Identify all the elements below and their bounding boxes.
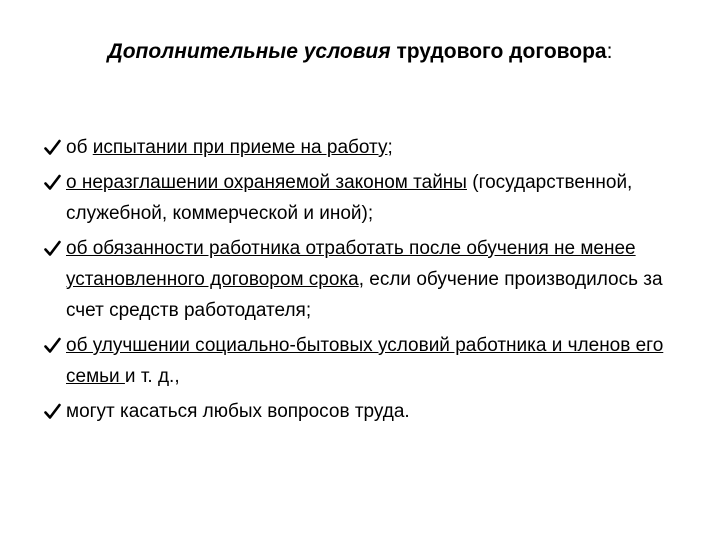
title-bold-part: трудового договора bbox=[390, 40, 607, 63]
title-italic-part: Дополнительные условия bbox=[107, 40, 391, 63]
item-suffix: и т. д., bbox=[124, 366, 180, 387]
list-item bbox=[44, 132, 694, 163]
checkmark-icon bbox=[44, 139, 61, 156]
title-colon: : bbox=[606, 40, 613, 63]
item-suffix: ; bbox=[387, 137, 393, 158]
item-suffix: , если обучение производилось за счет средств работодателя; bbox=[66, 269, 663, 321]
list-item bbox=[44, 233, 694, 326]
checkmark-icon bbox=[44, 240, 61, 257]
conditions-list bbox=[44, 132, 694, 431]
checkmark-icon bbox=[44, 403, 61, 420]
list-item bbox=[44, 396, 694, 427]
item-underlined: об обязанности работника отработать после обучения не менее установленного договором срока bbox=[66, 238, 636, 290]
slide-title bbox=[0, 38, 720, 66]
checkmark-icon bbox=[44, 337, 61, 354]
item-suffix: (государственной, служебной, коммерческой и иной); bbox=[66, 172, 633, 224]
item-underlined: испытании при приеме на работу bbox=[92, 137, 388, 158]
item-prefix: могут касаться любых вопросов труда. bbox=[66, 401, 410, 422]
item-prefix: об bbox=[66, 137, 93, 158]
list-item bbox=[44, 330, 694, 392]
checkmark-icon bbox=[44, 174, 61, 191]
list-item bbox=[44, 167, 694, 229]
item-underlined: о неразглашении охраняемой законом тайны bbox=[66, 172, 467, 193]
item-underlined: об улучшении социально-бытовых условий работника и членов его семьи bbox=[66, 335, 664, 387]
